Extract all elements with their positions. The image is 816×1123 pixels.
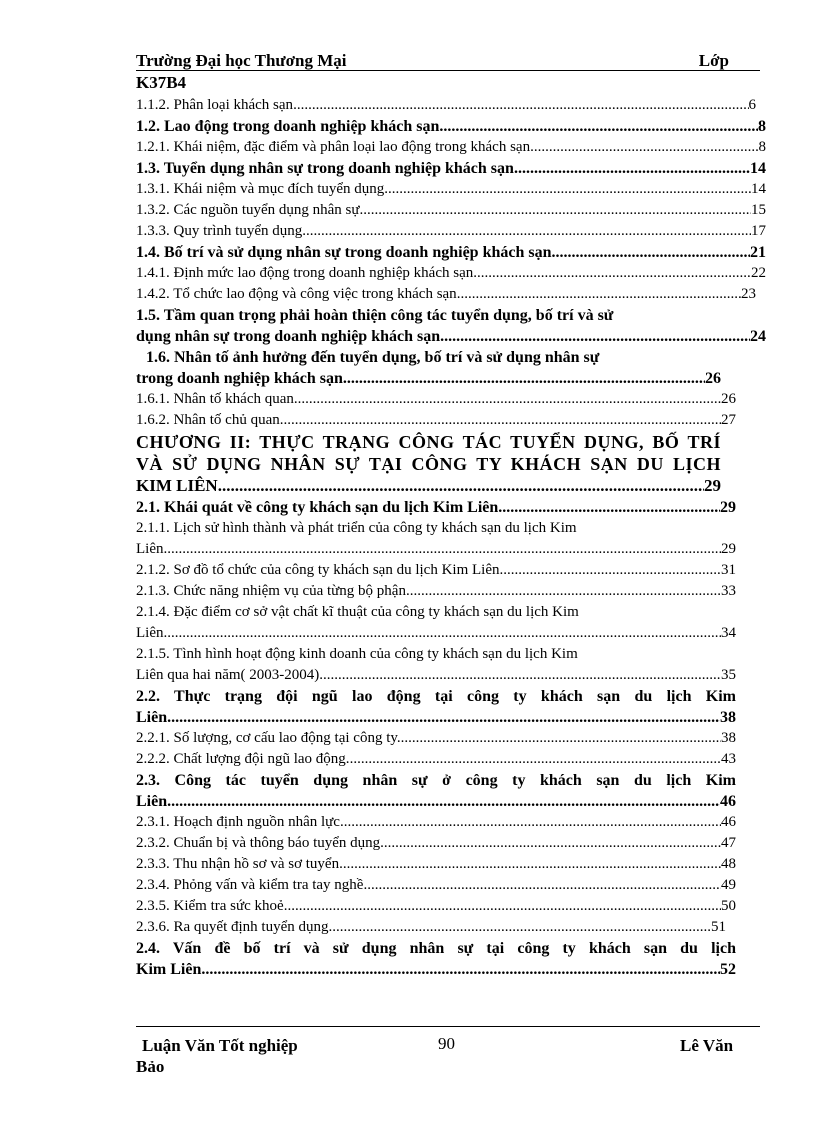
dot-leader xyxy=(363,875,721,896)
toc-entry xyxy=(136,644,766,686)
dot-leader xyxy=(457,284,741,305)
toc-entry-page: 46 xyxy=(721,814,736,830)
toc-entry-page: 21 xyxy=(750,244,766,261)
toc-entry xyxy=(136,728,766,749)
dot-leader xyxy=(339,854,721,875)
page-number: 90 xyxy=(438,1034,455,1053)
toc-entry-title: 1.1.2. Phân loại khách sạn xyxy=(136,97,294,113)
toc-entry-title: 1.3.2. Các nguồn tuyển dụng nhân sự xyxy=(136,202,360,218)
dot-leader xyxy=(284,896,721,917)
dot-leader xyxy=(350,749,721,770)
toc-entry-title: 2.1. Khái quát về công ty khách sạn du lịch Kim Liên xyxy=(136,499,499,516)
toc-entry-page: 43 xyxy=(721,751,736,767)
toc-entry-title: 2.3.4. Phỏng vấn và kiểm tra tay nghề xyxy=(136,877,364,893)
toc-entry-title: 2.1.2. Sơ đồ tổ chức của công ty khách sạn du lịch Kim Liên xyxy=(136,562,500,578)
toc-entry-page: 24 xyxy=(750,328,766,345)
toc-entry-title: 1.3.3. Quy trình tuyển dụng xyxy=(136,223,303,239)
toc-entry-title: 2.1.3. Chức năng nhiệm vụ của từng bộ phận xyxy=(136,583,406,599)
dot-leader xyxy=(498,497,720,518)
toc-entry-title: 1.2. Lao động trong doanh nghiệp khách sạn xyxy=(136,118,440,135)
dot-leader xyxy=(293,95,748,116)
toc-entry xyxy=(136,812,766,833)
dot-leader xyxy=(171,707,720,728)
toc-entry xyxy=(136,686,766,728)
toc-entry xyxy=(136,875,766,896)
toc-entry xyxy=(136,938,766,980)
toc-entry-title: Liên. xyxy=(136,709,172,726)
dot-leader xyxy=(164,623,722,644)
toc-entry-page: 51 xyxy=(711,919,726,935)
toc-entry xyxy=(136,854,766,875)
dot-leader xyxy=(473,263,751,284)
toc-entry-title: 1.4. Bố trí và sử dụng nhân sự trong doanh nghiệp khách sạn xyxy=(136,244,552,261)
dot-leader xyxy=(343,368,705,389)
dot-leader xyxy=(171,791,720,812)
toc-chapter-entry xyxy=(136,431,766,497)
dot-leader xyxy=(360,200,751,221)
table-of-contents xyxy=(136,95,766,980)
toc-entry-title: 2.2.1. Số lượng, cơ cấu lao động tại công ty. xyxy=(136,730,401,746)
chapter-title-line1: CHƯƠNG II: THỰC TRẠNG CÔNG TÁC TUYỂN DỤNG, BỐ TRÍ xyxy=(136,432,721,452)
toc-entry xyxy=(136,602,766,644)
toc-entry-page: 33 xyxy=(721,583,736,599)
toc-entry-title: Liên qua hai năm( 2003-2004) xyxy=(136,667,320,683)
toc-entry-title-line1: 1.6. Nhân tố ảnh hưởng đến tuyển dụng, bố trí và sử dụng nhân sự xyxy=(146,349,600,366)
dot-leader xyxy=(514,158,750,179)
toc-entry xyxy=(136,389,766,410)
toc-entry-page: 29 xyxy=(704,476,721,495)
toc-entry xyxy=(136,221,766,242)
dot-leader xyxy=(401,728,721,749)
toc-entry-page: 15 xyxy=(751,202,766,218)
toc-entry xyxy=(136,95,766,116)
author-name-first: Lê Văn xyxy=(680,1036,734,1055)
author-name-last: Bảo xyxy=(136,1057,165,1076)
toc-entry-title: 2.3.5. Kiểm tra sức khoẻ xyxy=(136,898,284,914)
toc-entry xyxy=(136,518,766,560)
toc-entry-page: 8 xyxy=(758,139,766,155)
toc-entry-page: 8 xyxy=(758,118,766,135)
dot-leader xyxy=(552,242,751,263)
toc-entry-page: 26 xyxy=(721,391,736,407)
dot-leader xyxy=(380,833,721,854)
toc-entry-page: 23 xyxy=(741,286,756,302)
toc-entry-page: 6 xyxy=(748,97,756,113)
toc-entry-title: 1.4.2. Tổ chức lao động và công việc trong khách sạn xyxy=(136,286,457,302)
toc-entry-title: Liên xyxy=(136,541,164,557)
dot-leader xyxy=(205,959,720,980)
toc-entry-page: 35 xyxy=(721,667,736,683)
toc-entry-title: 2.3.3. Thu nhận hồ sơ và sơ tuyển xyxy=(136,856,340,872)
dot-leader xyxy=(294,389,721,410)
toc-entry-page: 52 xyxy=(720,961,736,978)
toc-entry-page: 31 xyxy=(721,562,736,578)
toc-entry-page: 34 xyxy=(721,625,736,641)
toc-entry xyxy=(136,305,766,347)
toc-entry-title: trong doanh nghiệp khách sạn xyxy=(136,370,343,387)
toc-entry xyxy=(136,179,766,200)
toc-entry xyxy=(136,560,766,581)
toc-entry-title: 1.6.2. Nhân tố chủ quan xyxy=(136,412,280,428)
toc-entry-page: 26 xyxy=(705,370,721,387)
class-label: Lớp xyxy=(698,51,729,70)
toc-entry-page: 47 xyxy=(721,835,736,851)
toc-entry xyxy=(136,263,766,284)
toc-entry xyxy=(136,749,766,770)
toc-entry xyxy=(136,158,766,179)
dot-leader xyxy=(384,179,751,200)
toc-entry xyxy=(136,200,766,221)
dot-leader xyxy=(500,560,722,581)
toc-entry-title: dụng nhân sự trong doanh nghiệp khách sạn xyxy=(136,328,441,345)
toc-entry-page: 14 xyxy=(751,181,766,197)
dot-leader xyxy=(406,581,721,602)
dot-leader xyxy=(218,475,704,497)
toc-entry xyxy=(136,896,766,917)
toc-entry-page: 17 xyxy=(751,223,766,239)
dot-leader xyxy=(439,116,758,137)
dot-leader xyxy=(340,812,721,833)
toc-entry xyxy=(136,770,766,812)
toc-entry xyxy=(136,242,766,263)
toc-entry-title-line1: 2.1.1. Lịch sử hình thành và phát triển của công ty khách sạn du lịch Kim xyxy=(136,520,577,536)
toc-entry-title: 2.3.1. Hoạch định nguồn nhân lực xyxy=(136,814,340,830)
toc-entry-page: 38 xyxy=(720,709,736,726)
page-footer xyxy=(136,1026,760,1055)
dot-leader xyxy=(164,539,722,560)
toc-entry-page: 48 xyxy=(721,856,736,872)
toc-entry-title: KIM LIÊN xyxy=(136,476,218,495)
school-name: Trường Đại học Thương Mại xyxy=(136,51,347,70)
toc-entry xyxy=(136,284,766,305)
dot-leader xyxy=(440,326,750,347)
toc-entry-title-line1: 2.4. Vấn đề bố trí và sử dụng nhân sự tại công ty khách sạn du lịch xyxy=(136,940,736,957)
toc-entry-page: 46 xyxy=(720,793,736,810)
toc-entry-page: 29 xyxy=(720,499,736,516)
toc-entry-page: 29 xyxy=(721,541,736,557)
toc-entry xyxy=(136,116,766,137)
toc-entry-title: 2.3.2. Chuẩn bị và thông báo tuyển dụng xyxy=(136,835,381,851)
toc-entry-title: 2.2.2. Chất lượng đội ngũ lao động. xyxy=(136,751,350,767)
toc-entry-page: 38 xyxy=(721,730,736,746)
toc-entry-title: 2.3.6. Ra quyết định tuyển dụng xyxy=(136,919,329,935)
toc-entry xyxy=(136,917,766,938)
toc-entry-page: 27 xyxy=(721,412,736,428)
toc-entry-page: 14 xyxy=(750,160,766,177)
toc-entry xyxy=(136,137,766,158)
toc-entry-title-line1: 1.5. Tầm quan trọng phải hoàn thiện công tác tuyển dụng, bố trí và sử xyxy=(136,307,614,324)
dot-leader xyxy=(319,665,721,686)
toc-entry-title: 1.3.1. Khái niệm và mục đích tuyển dụng xyxy=(136,181,385,197)
toc-entry xyxy=(136,833,766,854)
toc-entry xyxy=(136,497,766,518)
toc-entry xyxy=(136,410,766,431)
toc-entry-title: 1.2.1. Khái niệm, đặc điểm và phân loại lao động trong khách sạn xyxy=(136,139,531,155)
dot-leader xyxy=(530,137,758,158)
toc-entry-title-line1: 2.2. Thực trạng đội ngũ lao động tại công ty khách sạn du lịch Kim xyxy=(136,688,736,705)
toc-entry xyxy=(136,581,766,602)
toc-entry-page: 22 xyxy=(751,265,766,281)
toc-entry-title: 1.6.1. Nhân tố khách quan xyxy=(136,391,294,407)
dot-leader xyxy=(328,917,711,938)
class-code: K37B4 xyxy=(136,73,187,92)
toc-entry-title: 1.3. Tuyển dụng nhân sự trong doanh nghiệp khách sạn xyxy=(136,160,514,177)
thesis-label: Luận Văn Tốt nghiệp xyxy=(142,1036,298,1055)
toc-entry-title-line1: 2.1.4. Đặc điểm cơ sở vật chất kĩ thuật của công ty khách sạn du lịch Kim xyxy=(136,604,579,620)
toc-entry-page: 50 xyxy=(721,898,736,914)
page-header xyxy=(136,50,760,71)
toc-entry-title: Liên xyxy=(136,625,164,641)
chapter-title-line2: VÀ SỬ DỤNG NHÂN SỰ TẠI CÔNG TY KHÁCH SẠN DU LỊCH xyxy=(136,454,721,474)
dot-leader xyxy=(302,221,751,242)
toc-entry-title-line1: 2.1.5. Tình hình hoạt động kinh doanh của công ty khách sạn du lịch Kim xyxy=(136,646,578,662)
toc-entry-title-line1: 2.3. Công tác tuyển dụng nhân sự ở công ty khách sạn du lịch Kim xyxy=(136,772,736,789)
toc-entry xyxy=(136,347,766,389)
dot-leader xyxy=(280,410,721,431)
toc-entry-page: 49 xyxy=(721,877,736,893)
toc-entry-title: Liên. xyxy=(136,793,172,810)
toc-entry-title: 1.4.1. Định mức lao động trong doanh nghiệp khách sạn xyxy=(136,265,474,281)
toc-entry-title: Kim Liên. xyxy=(136,961,206,978)
